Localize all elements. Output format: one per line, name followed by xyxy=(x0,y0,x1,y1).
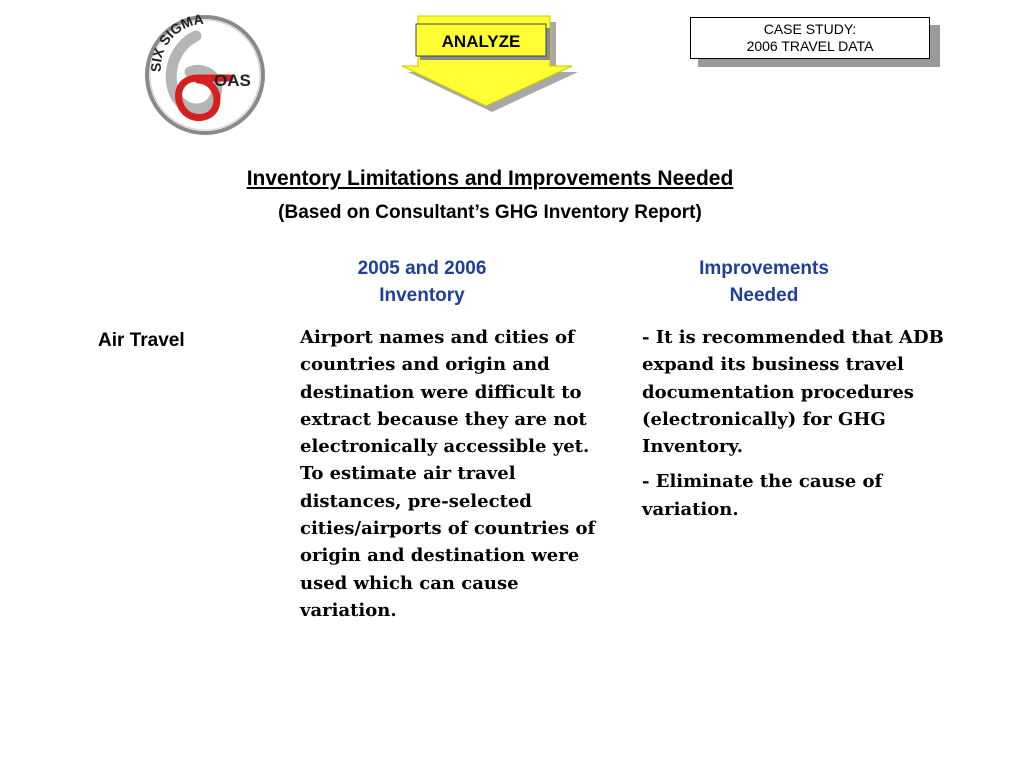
column-header-improvements xyxy=(664,255,864,309)
page-subtitle: (Based on Consultant’s GHG Inventory Report) xyxy=(278,202,702,223)
logo-top-text: SIX SIGMA xyxy=(147,14,205,73)
analyze-label: ANALYZE xyxy=(441,32,521,51)
column-header-inventory-line-2: Inventory xyxy=(379,285,465,306)
improvements-needed-list xyxy=(642,324,947,531)
column-header-inventory-line-1: 2005 and 2006 xyxy=(357,258,487,279)
analyze-arrow xyxy=(396,10,580,112)
page-title: Inventory Limitations and Improvements Needed xyxy=(246,167,734,190)
logo-side-text: OAS xyxy=(214,71,251,90)
column-header-improvements-line-2: Needed xyxy=(729,285,799,306)
improvement-item: - Eliminate the cause of variation. xyxy=(642,471,883,520)
column-header-inventory xyxy=(322,255,522,309)
improvement-item: - It is recommended that ADB expand its business travel documentation procedures (electronically) for GHG Inventory. xyxy=(642,327,944,458)
six-sigma-logo-icon xyxy=(140,14,270,136)
column-header-improvements-line-1: Improvements xyxy=(699,258,829,279)
six-sigma-oas-logo xyxy=(140,14,270,136)
case-study-line-2: 2006 TRAVEL DATA xyxy=(746,38,874,54)
inventory-limitation-text: Airport names and cities of countries and origin and destination were difficult to extract because they are not electronically accessible yet. To estimate air travel distances, pre-selected cities/airports of countries of origin and destination were used which can cause variation. xyxy=(300,327,596,621)
case-study-box xyxy=(690,17,930,59)
case-study-line-1: CASE STUDY: xyxy=(763,21,857,37)
row-label-air-travel: Air Travel xyxy=(98,330,185,351)
